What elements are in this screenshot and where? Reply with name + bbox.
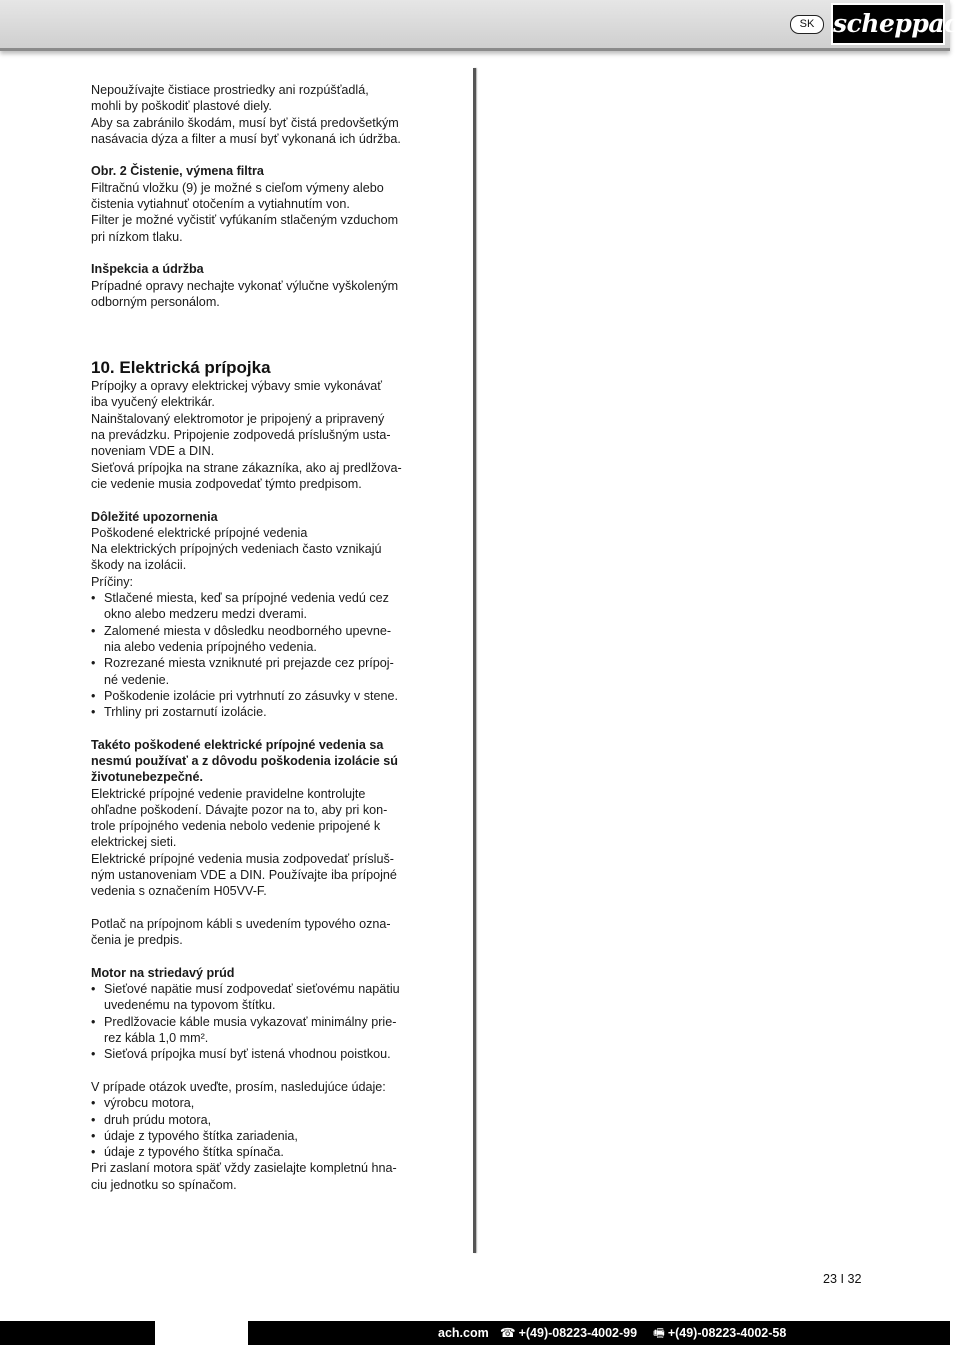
list-item: • Poškodenie izolácie pri vytrhnutí zo zásuvky v stene. xyxy=(91,688,436,704)
text-line: Aby sa zabránilo škodám, musí byť čistá predovšetkým xyxy=(91,115,399,130)
footer-fax xyxy=(653,1321,786,1345)
list-item: • údaje z typového štítka spínača. xyxy=(91,1144,436,1160)
page-number: 23 I 32 xyxy=(823,1272,862,1286)
questions-section xyxy=(91,1079,436,1193)
text-line: na prevádzku. Pripojenie zodpovedá príslušným usta- xyxy=(91,428,391,443)
fig2-section xyxy=(91,163,436,244)
ac-motor-list xyxy=(91,981,436,1062)
text-line: Filter je možné vyčistiť vyfúkaním stlačeným vzduchom xyxy=(91,213,399,228)
text-line: Prípojky a opravy elektrickej výbavy smie vykonávať xyxy=(91,379,382,394)
fax-number: +(49)-08223-4002-58 xyxy=(667,1326,787,1340)
list-item: • Rozrezané miesta vzniknuté pri prejazde cez prípoj- né vedenie. xyxy=(91,655,436,688)
section-10-heading: 10. Elektrická prípojka xyxy=(91,358,271,378)
inspection-section xyxy=(91,261,436,310)
warning-line: životunebezpečné. xyxy=(91,770,203,785)
text-line: odborným personálom. xyxy=(91,294,220,309)
footer-bar-left xyxy=(0,1321,155,1345)
text-line: Sieťová prípojka na strane zákazníka, ako aj predlžova- xyxy=(91,460,402,475)
text-line: Elektrické prípojné vedenia musia zodpovedať prísluš- xyxy=(91,851,394,866)
questions-list xyxy=(91,1095,436,1160)
brand-logo: scheppach xyxy=(831,3,945,45)
text-line: ným ustanoveniam VDE a DIN. Používajte iba prípojné xyxy=(91,868,397,883)
content-column xyxy=(91,82,436,1193)
intro-paragraph xyxy=(91,82,436,147)
text-line: pri nízkom tlaku. xyxy=(91,229,183,244)
text-line: noveniam VDE a DIN. xyxy=(91,444,215,459)
language-badge: SK xyxy=(790,15,824,34)
section-10 xyxy=(91,358,436,492)
fig2-title: Obr. 2 Čistenie, výmena filtra xyxy=(91,164,264,179)
text-line: škody na izolácii. xyxy=(91,558,187,573)
text-line: Na elektrických prípojných vedeniach často vznikajú xyxy=(91,542,382,557)
list-item: • údaje z typového štítka zariadenia, xyxy=(91,1128,436,1144)
text-line: čenia je predpis. xyxy=(91,933,183,948)
header-bar xyxy=(0,0,976,51)
footer-website[interactable]: ach.com xyxy=(438,1326,489,1340)
text-line: Prípadné opravy nechajte vykonať výlučne vyškoleným xyxy=(91,278,399,293)
fax-icon: 🖷 xyxy=(653,1326,665,1340)
text-line: Príčiny: xyxy=(91,574,133,589)
list-item: • Sieťové napätie musí zodpovedať sieťovému napätiu uvedenému na typovom štítku. xyxy=(91,981,436,1014)
text-line: iba vyučený elektrikár. xyxy=(91,395,215,410)
imprint-paragraph xyxy=(91,916,436,949)
list-item: • Zalomené miesta v dôsledku neodborného upevne- nia alebo vedenia prípojného vedenia. xyxy=(91,623,436,656)
important-title: Dôležité upozornenia xyxy=(91,509,218,524)
list-item: • Sieťová prípojka musí byť istená vhodnou poistkou. xyxy=(91,1046,436,1062)
warning-line: Takéto poškodené elektrické prípojné vedenia sa xyxy=(91,737,384,752)
important-section xyxy=(91,509,436,721)
text-line: nasávacia dýza a filter a musí byť vykonaná ich údržba. xyxy=(91,131,401,146)
list-item: • výrobcu motora, xyxy=(91,1095,436,1111)
text-line: Poškodené elektrické prípojné vedenia xyxy=(91,525,308,540)
text-line: Elektrické prípojné vedenie pravidelne kontrolujte xyxy=(91,786,366,801)
list-item: • Predlžovacie káble musia vykazovať minimálny prie- rez kábla 1,0 mm². xyxy=(91,1014,436,1047)
footer-phone xyxy=(500,1321,637,1345)
text-line: Nepoužívajte čistiace prostriedky ani rozpúšťadlá, xyxy=(91,83,369,97)
text-line: elektrickej sieti. xyxy=(91,835,177,850)
text-line: V prípade otázok uveďte, prosím, nasledujúce údaje: xyxy=(91,1079,386,1094)
text-line: Filtračnú vložku (9) je možné s cieľom výmeny alebo xyxy=(91,180,384,195)
text-line: Nainštalovaný elektromotor je pripojený a pripravený xyxy=(91,411,385,426)
text-line: ohľadne poškodení. Dávajte pozor na to, aby pri kon- xyxy=(91,802,388,817)
list-item: • Trhliny pri zostarnutí izolácie. xyxy=(91,704,436,720)
ac-motor-section xyxy=(91,965,436,1063)
text-line: cie vedenie musia zodpovedať týmto predpisom. xyxy=(91,476,362,491)
list-item: • druh prúdu motora, xyxy=(91,1112,436,1128)
text-line: vedenia s označením H05VV-F. xyxy=(91,884,267,899)
ac-motor-title: Motor na striedavý prúd xyxy=(91,965,235,980)
text-line: mohli by poškodiť plastové diely. xyxy=(91,99,272,114)
text-line: Potlač na prípojnom kábli s uvedením typového ozna- xyxy=(91,916,391,931)
text-line: Pri zaslaní motora späť vždy zasielajte kompletnú hna- xyxy=(91,1161,397,1176)
text-line: ciu jednotku so spínačom. xyxy=(91,1177,237,1192)
warning-line: nesmú používať a z dôvodu poškodenia izolácie sú xyxy=(91,753,398,768)
column-divider xyxy=(473,68,476,1253)
text-line: čistenia vytiahnuť otočením a vytiahnutím von. xyxy=(91,197,350,212)
phone-icon: ☎ xyxy=(500,1326,516,1340)
phone-number: +(49)-08223-4002-99 xyxy=(518,1326,638,1340)
causes-list xyxy=(91,590,436,720)
warning-section xyxy=(91,737,436,900)
footer-bar xyxy=(248,1321,950,1345)
list-item: • Stlačené miesta, keď sa prípojné vedenia vedú cez okno alebo medzeru medzi dverami. xyxy=(91,590,436,623)
text-line: trole prípojného vedenia nebolo vedenie pripojené k xyxy=(91,819,381,834)
inspection-title: Inšpekcia a údržba xyxy=(91,262,204,277)
